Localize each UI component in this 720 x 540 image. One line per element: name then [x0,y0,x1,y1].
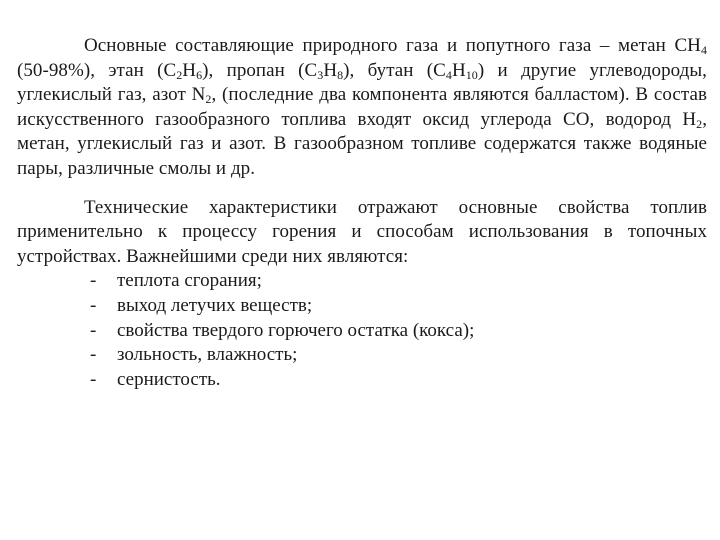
list-item [17,343,707,368]
list-item-text: теплота сгорания; [117,270,262,292]
characteristics-list [17,269,707,392]
list-dash: - [90,294,97,316]
list-item-text: зольность, влажность; [117,344,298,366]
list-item [17,368,707,393]
ethane-c-subscript: 2 [176,67,183,82]
ch4-subscript: 4 [700,43,707,57]
list-dash: - [90,344,97,366]
list-item-text: сернистость. [117,368,221,390]
para1-after-propane: ), бутан (C [343,59,446,81]
butane-c-subscript: 4 [445,67,452,82]
propane-h-subscript: 8 [337,67,344,82]
para1-intro: Основные составляющие природного газа и попутного газа – метан CH [84,35,701,56]
list-dash: - [90,270,97,292]
ethane-h: H [182,59,197,81]
list-item [17,294,707,319]
list-item-text: свойства твердого горючего остатка (кокса); [117,319,475,341]
para1-after-ethane: ), пропан (C [202,59,318,81]
list-item [17,269,707,294]
propane-h: H [323,59,338,81]
propane-c-subscript: 3 [317,67,324,82]
hydrogen-subscript: 2 [696,116,703,131]
butane-h-subscript: 10 [465,67,478,82]
document-page [17,34,707,392]
list-item-text: выход летучих веществ; [117,294,313,316]
paragraph-gas-composition [17,34,707,182]
list-item [17,319,707,344]
para1-after-nitrogen: , (последние два компонента являются балластом). В состав искусственного газообразного топлива входят оксид углерода CO, водород H [17,84,707,130]
list-dash: - [90,368,97,390]
paragraph-technical-characteristics: Технические характеристики отражают основные свойства топлив применительно к процессу горения и способам использования в топочных устройствах. Важнейшими среди них являются: [17,196,707,267]
ethane-h-subscript: 6 [196,67,203,82]
para1-after-ch4: (50-98%), этан (C [17,59,177,81]
butane-h: H [451,59,466,81]
nitrogen-subscript: 2 [205,92,212,107]
list-dash: - [90,319,97,341]
para1-tail: , метан, углекислый газ и азот. В газообразном топливе содержатся также водяные пары, различные смолы и др. [17,108,707,179]
para1-after-butane: ) и другие углеводороды, углекислый газ, азот N [17,59,707,106]
